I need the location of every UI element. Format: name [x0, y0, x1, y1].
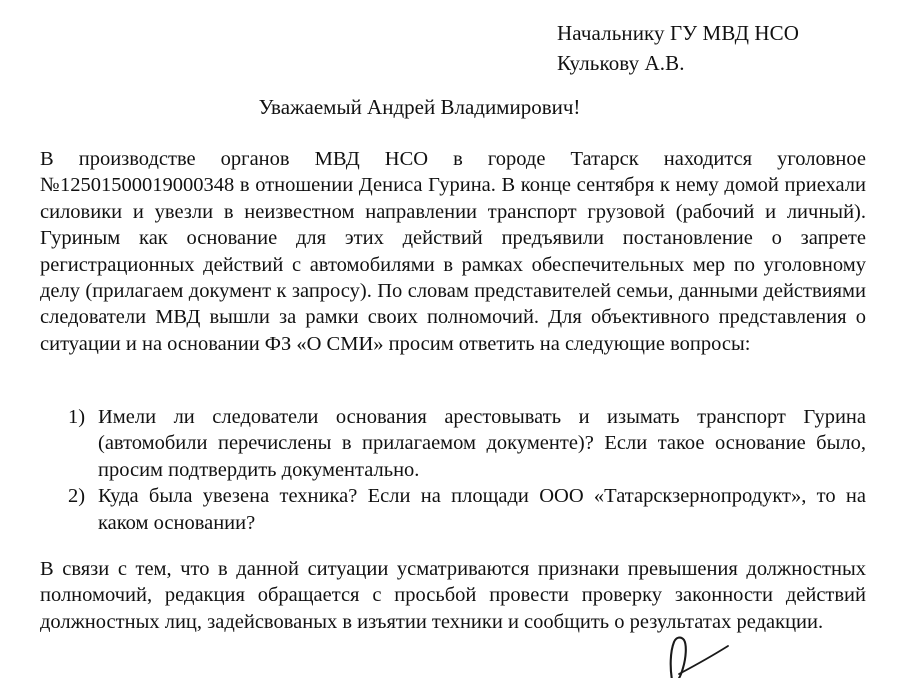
intro-paragraph-block — [40, 146, 866, 357]
question-item — [40, 483, 866, 536]
salutation: Уважаемый Андрей Владимирович! — [258, 95, 581, 119]
signature-mark — [660, 634, 780, 678]
question-text: Куда была увезена техника? Если на площади ООО «Татарскзернопродукт», то на каком основании? — [98, 485, 866, 534]
questions-list — [40, 404, 866, 536]
closing-paragraph: В связи с тем, что в данной ситуации усматриваются признаки превышения должностных полномочий, редакция обращается с просьбой провести проверку законности действий должностных лиц, задейсвованых в изъятии техники и сообщить о результатах редакции. — [40, 558, 866, 633]
intro-paragraph: В производстве органов МВД НСО в городе Татарск находится уголовное №12501500019000348 в отношении Дениса Гурина. В конце сентября к нему домой приехали силовики и увезли в неизвестном направлении транспорт грузовой (рабочий и личный). Гуриным как основание для этих действий предъявили постановление о запрете регистрационных действий с автомобилями в рамках обеспечительных мер по уголовному делу (прилагаем документ к запросу). По словам представителей семьи, данными действиями следователи МВД вышли за рамки своих полномочий. Для объективного представления о ситуации и на основании ФЗ «О СМИ» просим ответить на следующие вопросы: — [40, 148, 866, 355]
question-item — [40, 404, 866, 483]
question-marker: 2) — [68, 485, 86, 508]
addressee-block — [557, 18, 887, 78]
question-marker: 1) — [68, 406, 86, 428]
addressee-line-2: Кулькову А.В. — [557, 51, 685, 75]
addressee-line-1: Начальнику ГУ МВД НСО — [557, 21, 800, 45]
question-text: Имели ли следователи основания арестовывать и изымать транспорт Гурина (автомобили перечислены в прилагаемом документе)? Если такое основание было, просим подтвердить документально. — [98, 406, 866, 481]
